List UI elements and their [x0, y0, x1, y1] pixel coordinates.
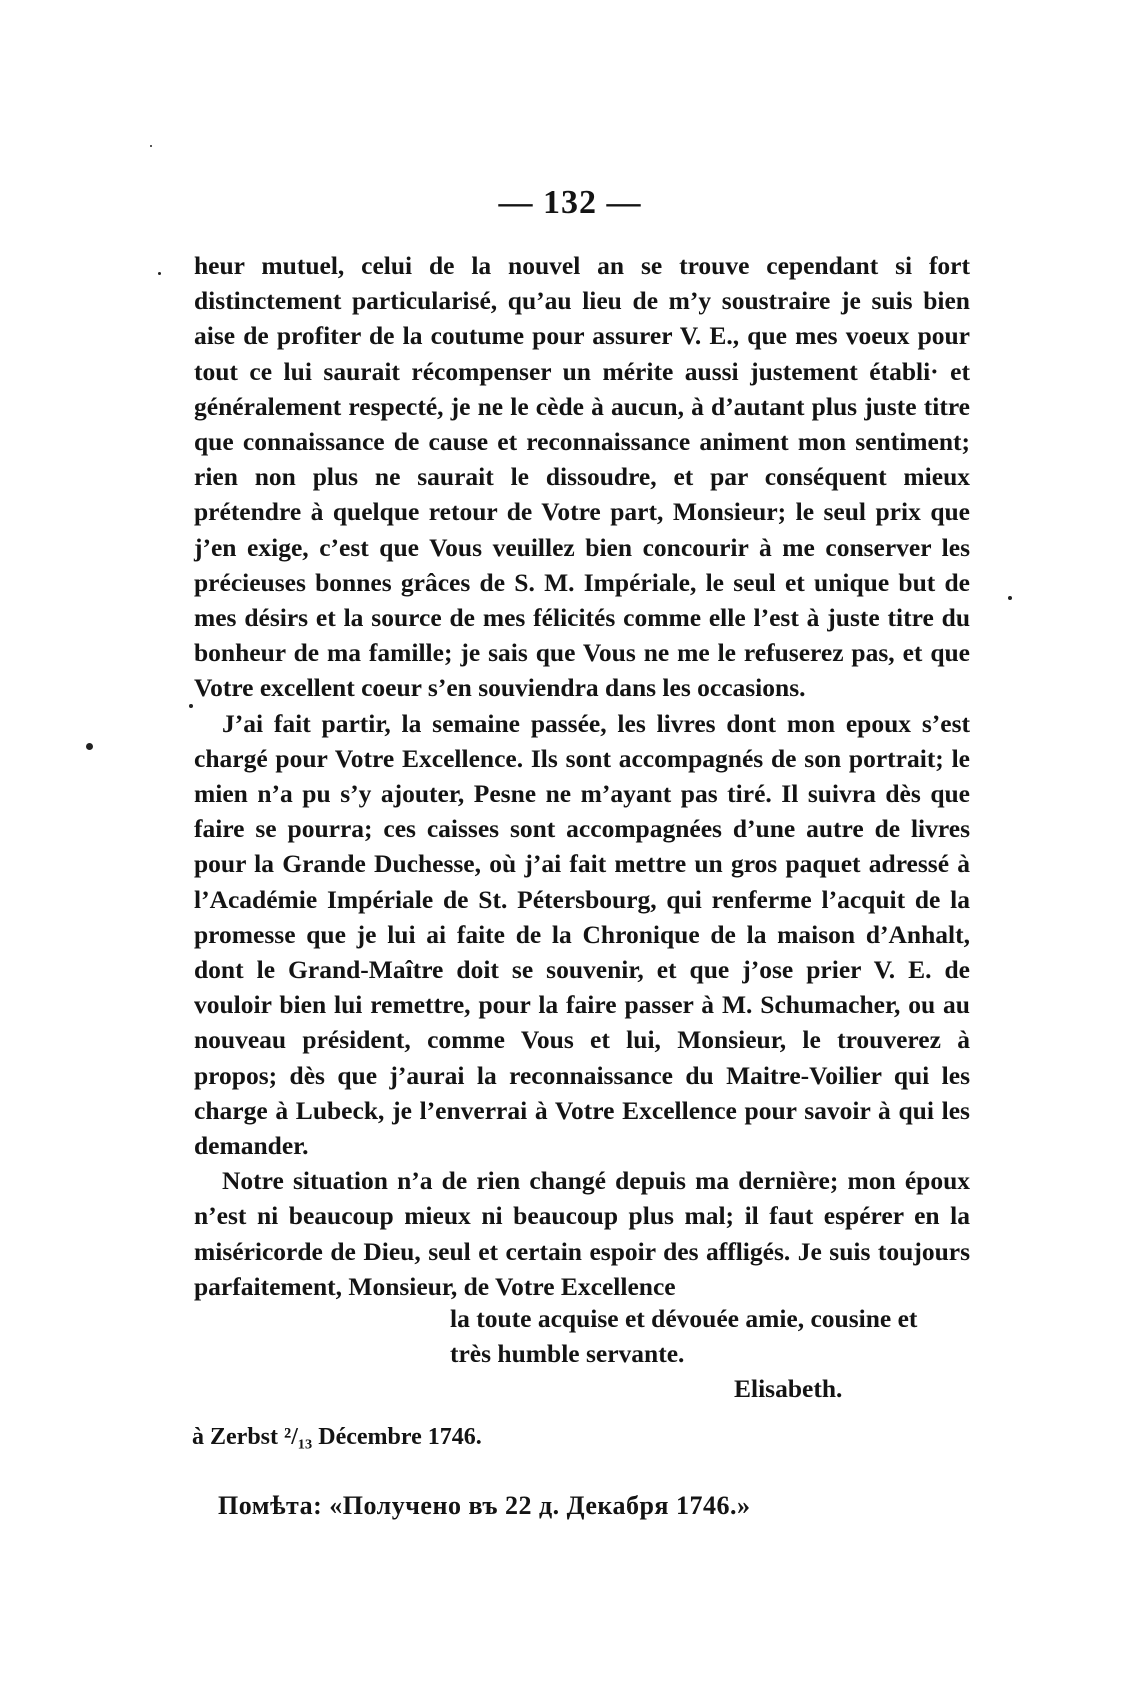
page-number: — 132 —: [498, 184, 642, 221]
paragraph-1: heur mutuel, celui de la nouvel an se trouve cependant si fort distinctement particularisé, qu’au lieu de m’y soustraire je suis bien aise de profiter de la coutume pour assurer V. E., que mes voeux pour tout ce lui saurait récompenser un mérite aussi justement établi· et généralement respecté, je ne le cède à aucun, à d’autant plus juste titre que connaissance de cause et reconnaissance animent mon sentiment; rien non plus ne saurait le dissoudre, et par conséquent mieux prétendre à quelque retour de Votre part, Monsieur; le seul prix que j’en exige, c’est que Vous veuillez bien concourir à me conserver les précieuses bonnes grâces de S. M. Impériale, le seul et unique but de mes désirs et la source de mes félicités comme elle l’est à juste titre du bonheur de ma famille; je sais que Vous ne me le refuserez pas, et que Votre excellent coeur s’en souviendra dans les occasions.: [194, 251, 970, 703]
signature: Elisabeth.: [734, 1374, 843, 1403]
scan-speck: [86, 743, 93, 750]
scan-speck: [158, 272, 161, 275]
closing-formula: [450, 1301, 970, 1371]
closing-line-1: la toute acquise et dévouée amie, cousine et: [450, 1304, 918, 1333]
archival-note: Помѣта: «Получено въ 22 д. Декабря 1746.»: [218, 1491, 751, 1520]
paragraph-2: J’ai fait partir, la semaine passée, les livres dont mon epoux s’est chargé pour Votre Excellence. Ils sont accompagnés de son portrait; le mien n’a pu s’y ajouter, Pesne ne m’ayant pas tiré. Il suivra dès que faire se pourra; ces caisses sont accompagnées d’une autre de livres pour la Grande Duchesse, où j’ai fait mettre un gros paquet adressé à l’Académie Impériale de St. Pétersbourg, qui renferme l’acquit de la promesse que je lui ai faite de la Chronique de la maison d’Anhalt, dont le Grand-Maître doit se souvenir, et que j’ose prier V. E. de vouloir bien lui remettre, pour la faire passer à M. Schumacher, ou au nouveau président, comme Vous et lui, Monsieur, le trouverez à propos; dès que j’aurai la reconnaissance du Maitre-Voilier qui les charge à Lubeck, je l’enverrai à Votre Excellence pour savoir à qui les demander.: [194, 708, 970, 1161]
closing-line-2: très humble servante.: [450, 1339, 685, 1369]
paragraph-3: Notre situation n’a de rien changé depuis ma dernière; mon époux n’est ni beaucoup mieux ni beaucoup plus mal; il faut espérer en la miséricorde de Dieu, seul et certain espoir des affligés. Je suis toujours parfaitement, Monsieur, de Votre Excellence: [194, 1166, 970, 1301]
letter-body: [194, 248, 970, 1304]
scan-speck: [150, 145, 152, 147]
scan-speck: [1008, 596, 1012, 600]
dateline: à Zerbst ²/₁₃ Décembre 1746.: [192, 1424, 482, 1450]
scan-speck: [189, 704, 193, 708]
